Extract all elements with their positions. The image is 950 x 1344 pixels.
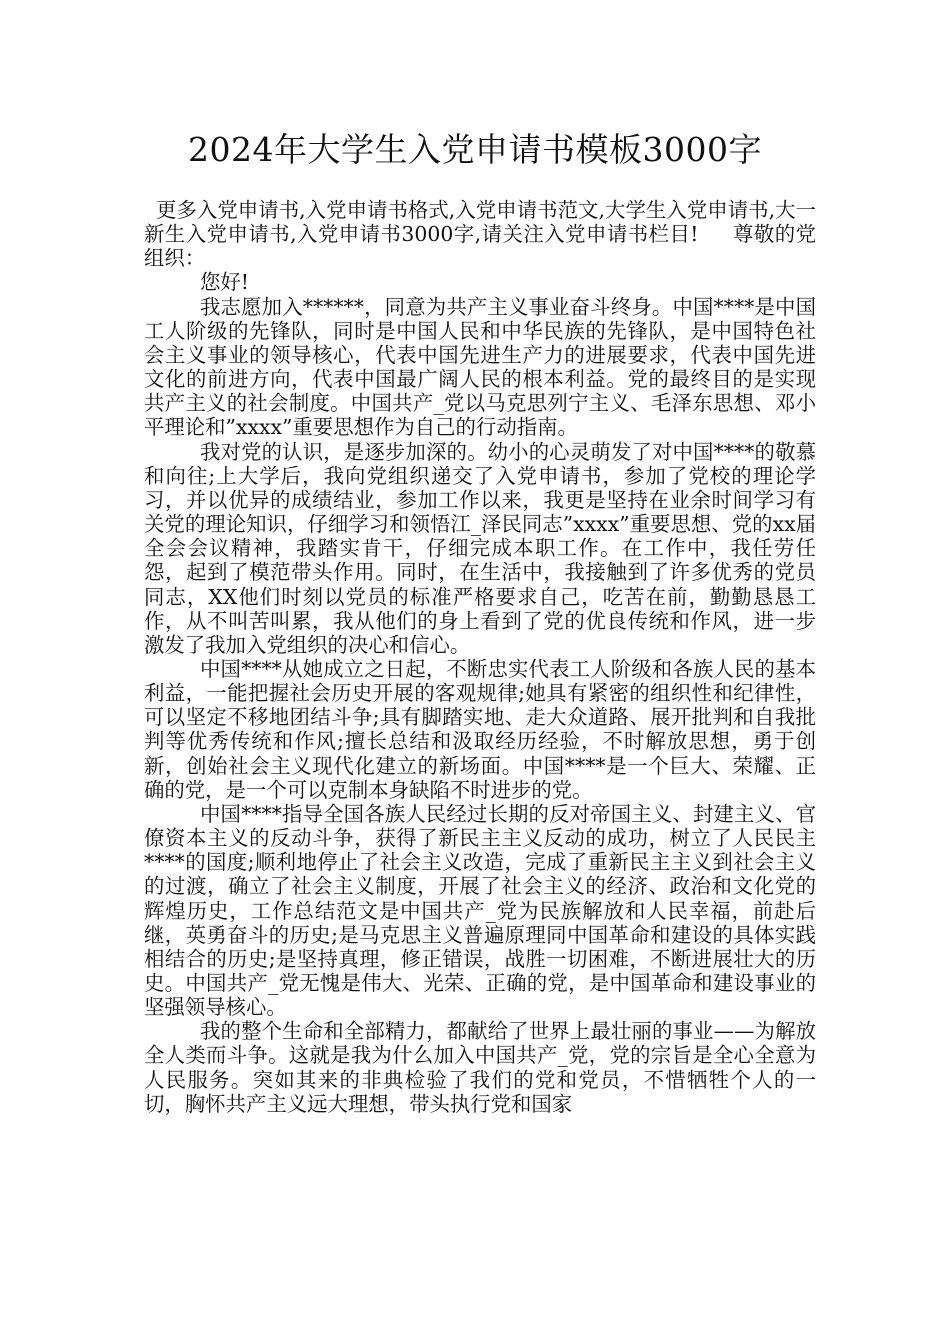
salutation: 尊敬的党组织： [144, 222, 816, 271]
body-paragraph: 我的整个生命和全部精力，都献给了世界上最壮丽的事业——为解放全人类而斗争。这就是我为什么加入中国共产_党，党的宗旨是全心全意为人民服务。突如其来的非典检验了我们的党和党员，不惜牺牲个人的一切，胸怀共产主义远大理想，带头执行党和国家 [144, 1019, 816, 1116]
document-title: 2024年大学生入党申请书模板3000字 [188, 130, 762, 169]
greeting: 您好! [200, 270, 249, 295]
intro-paragraph [144, 198, 816, 270]
intro-text: 更多入党申请书,入党申请书格式,入党申请书范文,大学生入党申请书,大一新生入党申请书,入党申请书3000字,请关注入党申请书栏目! [144, 198, 816, 247]
body-paragraph: 中国****指导全国各族人民经过长期的反对帝国主义、封建主义、官僚资本主义的反动斗争，获得了新民主主义反动的成功，树立了人民民主****的国度;顺利地停止了社会主义改造，完成了重新民主主义到社会主义的过渡，确立了社会主义制度，开展了社会主义的经济、政治和文化党的辉煌历史，工作总结范文是中国共产_党为民族解放和人民幸福，前赴后继，英勇奋斗的历史;是马克思主义普遍原理同中国革命和建设的具体实践相结合的历史;是坚持真理，修正错误，战胜一切困难，不断进展壮大的历史。中国共产_党无愧是伟大、光荣、正确的党，是中国革命和建设事业的坚强领导核心。 [144, 801, 816, 1020]
body-paragraph: 我对党的认识，是逐步加深的。幼小的心灵萌发了对中国****的敬慕和向往;上大学后，我向党组织递交了入党申请书，参加了党校的理论学习，并以优异的成绩结业，参加工作以来，我更是坚持在业余时间学习有关党的理论知识，仔细学习和领悟江_泽民同志”xxxx”重要思想、党的xx届全会会议精神，我踏实肯干，仔细完成本职工作。在工作中，我任劳任怨，起到了模范带头作用。同时，在生活中，我接触到了许多优秀的党员同志，XX他们时刻以党员的标准严格要求自己，吃苦在前，勤勤恳恳工作，从不叫苦叫累，我从他们的身上看到了党的优良传统和作风，进一步激发了我加入党组织的决心和信心。 [144, 439, 816, 657]
body-paragraph: 我志愿加入******，同意为共产主义事业奋斗终身。中国****是中国工人阶级的先锋队，同时是中国人民和中华民族的先锋队，是中国特色社会主义事业的领导核心，代表中国先进生产力的进展要求，代表中国先进文化的前进方向，代表中国最广阔人民的根本利益。党的最终目的是实现共产主义的社会制度。中国共产_党以马克思列宁主义、毛泽东思想、邓小平理论和”xxxx”重要思想作为自己的行动指南。 [144, 294, 816, 440]
body-paragraph: 中国****从她成立之日起，不断忠实代表工人阶级和各族人民的基本利益，一能把握社会历史开展的客观规律;她具有紧密的组织性和纪律性，可以坚定不移地团结斗争;具有脚踏实地、走大众道路、展开批判和自我批判等优秀传统和作风;擅长总结和汲取经历经验，不时解放思想，勇于创新，创始社会主义现代化建立的新场面。中国****是一个巨大、荣耀、正确的党，是一个可以克制本身缺陷不时进步的党。 [144, 656, 816, 802]
document-body [144, 198, 816, 1116]
